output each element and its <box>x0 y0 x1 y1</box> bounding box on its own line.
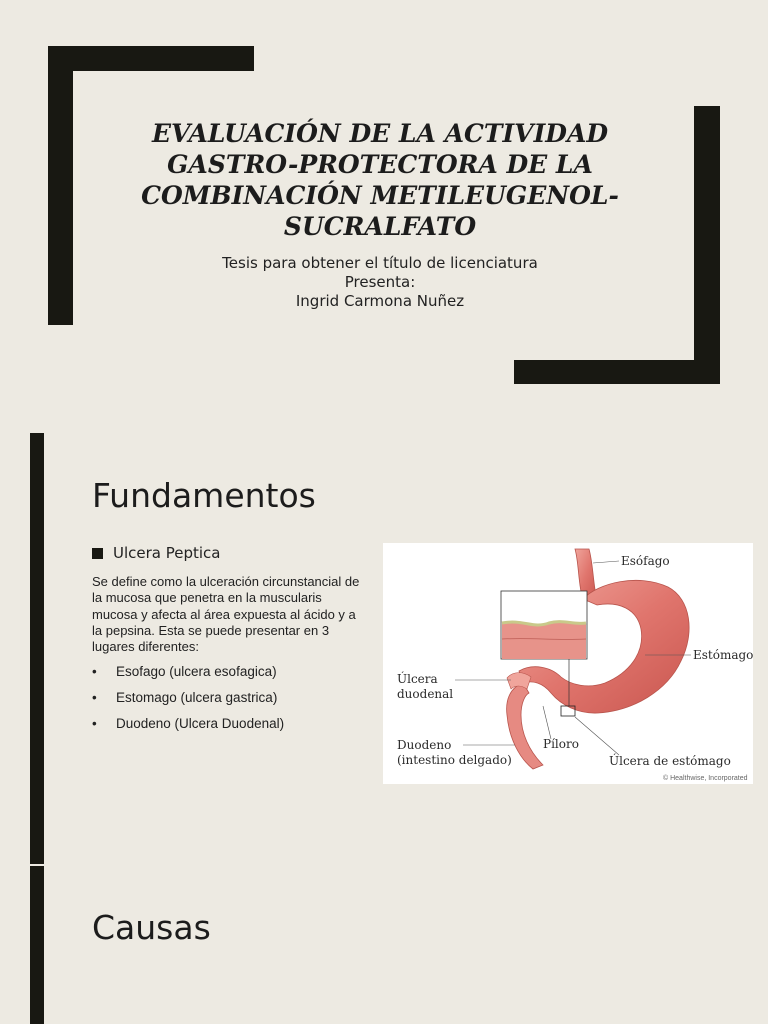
slide-side-bar <box>30 433 44 864</box>
stomach-diagram <box>383 543 753 784</box>
section-heading: Fundamentos <box>92 476 316 515</box>
label-esofago: Esófago <box>621 554 670 568</box>
description-text: Se define como la ulceración circunstancial de la mucosa que penetra en la muscularis mucosa y afecta al área expuesta al ácido y a la pepsina. Esta se puede presentar en 3 lugares diferentes: <box>92 574 360 655</box>
slide-subtitle <box>130 254 630 311</box>
list-item <box>92 664 367 690</box>
frame-bar-bottom <box>514 360 720 384</box>
list-item-label: Estomago (ulcera gastrica) <box>116 690 278 705</box>
subtitle-line: Presenta: <box>344 273 416 291</box>
slide-side-bar <box>30 866 44 1024</box>
label-piloro: Píloro <box>543 737 579 751</box>
bullet-heading <box>92 544 221 562</box>
bullet-dot-icon: • <box>92 664 97 679</box>
section-heading: Causas <box>92 908 211 947</box>
subtitle-line: Tesis para obtener el título de licenciatura <box>222 254 538 272</box>
label-ulcera-duodenal-2: duodenal <box>397 687 454 701</box>
list-item <box>92 690 367 716</box>
title-line: GASTRO-PROTECTORA DE LA <box>167 150 593 179</box>
title-line: COMBINACIÓN METILEUGENOL- <box>141 181 619 210</box>
location-list <box>92 664 367 742</box>
bullet-dot-icon: • <box>92 716 97 731</box>
subtitle-line: Ingrid Carmona Nuñez <box>295 292 465 310</box>
label-duodeno-1: Duodeno <box>397 738 452 752</box>
frame-bar-right <box>694 106 720 384</box>
label-estomago: Estómago <box>693 648 753 662</box>
slide-title <box>130 118 630 242</box>
frame-bar-left <box>48 46 73 325</box>
title-line: SUCRALFATO <box>283 212 477 241</box>
duodenum-shape <box>507 683 543 769</box>
frame-bar-top <box>48 46 254 71</box>
title-line: EVALUACIÓN DE LA ACTIVIDAD <box>151 119 609 148</box>
figure-credit: © Healthwise, Incorporated <box>663 775 748 782</box>
label-ulcera-estomago: Úlcera de estómago <box>609 754 731 768</box>
label-duodeno-2: (intestino delgado) <box>397 753 512 767</box>
stomach-illustration <box>383 543 753 784</box>
label-ulcera-duodenal-1: Úlcera <box>397 672 438 686</box>
list-item <box>92 716 367 742</box>
list-item-label: Duodeno (Ulcera Duodenal) <box>116 716 285 731</box>
square-bullet-icon <box>92 548 103 559</box>
bullet-label: Ulcera Peptica <box>113 544 221 562</box>
list-item-label: Esofago (ulcera esofagica) <box>116 664 277 679</box>
bullet-dot-icon: • <box>92 690 97 705</box>
